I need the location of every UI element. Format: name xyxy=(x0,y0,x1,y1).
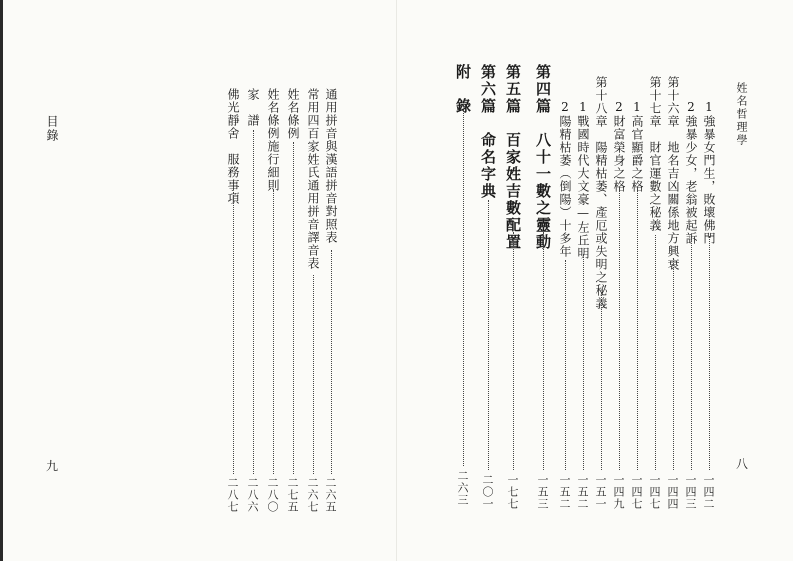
dot-leader xyxy=(691,236,692,470)
dot-leader xyxy=(313,275,314,474)
toc-entry-title[interactable]: 第十六章 地名吉凶關係地方興衰 xyxy=(666,76,680,271)
toc-entry-title[interactable]: 2財富榮身之格 xyxy=(612,100,626,193)
left-page-title: 目錄 xyxy=(45,115,59,143)
toc-entry-page: 二八〇 xyxy=(266,477,279,513)
dot-leader xyxy=(293,142,294,474)
dot-leader xyxy=(463,110,464,466)
toc-entry-page: 二七五 xyxy=(286,477,299,513)
toc-entry-title[interactable]: 1強暴女門生，敗壞佛門 xyxy=(702,100,716,245)
dot-leader xyxy=(565,260,566,470)
toc-entry-page: 二八七 xyxy=(226,477,239,513)
page-edge xyxy=(0,0,3,561)
toc-entry-title[interactable]: 通用拼音與漢語拼音對照表 xyxy=(324,88,338,244)
toc-entry-title[interactable]: 2陽精枯萎（倒陽）十多年 xyxy=(558,100,572,258)
gutter xyxy=(396,0,397,561)
dot-leader xyxy=(513,232,514,470)
toc-entry-page: 一四九 xyxy=(612,474,625,510)
dot-leader xyxy=(673,258,674,470)
toc-entry-page: 一五二 xyxy=(558,474,571,510)
toc-entry-page: 二六三 xyxy=(456,470,469,506)
dot-leader xyxy=(543,232,544,470)
toc-entry-title[interactable]: 1高官顯爵之格 xyxy=(630,100,644,193)
dot-leader xyxy=(655,235,656,470)
toc-entry-page: 一七七 xyxy=(506,474,519,510)
toc-entry-title[interactable]: 2強暴少女，老翁被起訴 xyxy=(684,100,698,245)
dot-leader xyxy=(709,236,710,470)
dot-leader xyxy=(253,130,254,474)
toc-entry-page: 一五一 xyxy=(594,474,607,510)
running-head: 姓名哲理學 xyxy=(735,82,748,147)
dot-leader xyxy=(601,292,602,470)
right-page-number: 八 xyxy=(736,457,749,471)
toc-entry-page: 一四三 xyxy=(684,474,697,510)
toc-entry-page: 一五二 xyxy=(576,474,589,510)
toc-entry-title[interactable]: 佛光靜舍 服務事項 xyxy=(226,88,240,205)
toc-entry-title[interactable]: 第十八章 陽精枯萎、產厄或失明之秘義 xyxy=(594,76,608,310)
dot-leader xyxy=(331,250,332,474)
toc-appendix-title[interactable]: 附 錄 xyxy=(454,64,472,115)
toc-part-title[interactable]: 第六篇 命名字典 xyxy=(479,64,497,200)
left-page-number: 九 xyxy=(46,459,59,473)
toc-part-title[interactable]: 第四篇 八十一數之靈動 xyxy=(534,64,552,251)
toc-entry-page: 一四四 xyxy=(666,474,679,510)
toc-entry-title[interactable]: 家 譜 xyxy=(246,88,260,127)
dot-leader xyxy=(583,254,584,470)
toc-entry-title[interactable]: 1戰國時代大文豪—左丘明 xyxy=(576,100,590,260)
toc-entry-title[interactable]: 姓名條例 xyxy=(286,88,300,140)
toc-entry-page: 二六七 xyxy=(306,477,319,513)
toc-entry-title[interactable]: 常用四百家姓氏通用拼音譯音表 xyxy=(306,88,320,270)
dot-leader xyxy=(488,200,489,470)
dot-leader xyxy=(619,188,620,470)
toc-entry-page: 二八六 xyxy=(246,477,259,513)
toc-entry-page: 一五三 xyxy=(536,474,549,510)
toc-entry-page: 一四七 xyxy=(630,474,643,510)
toc-entry-page: 一四七 xyxy=(648,474,661,510)
toc-entry-page: 一四二 xyxy=(702,474,715,510)
toc-entry-page: 二六五 xyxy=(324,477,337,513)
dot-leader xyxy=(233,192,234,474)
toc-entry-page: 二〇一 xyxy=(481,474,494,510)
dot-leader xyxy=(637,188,638,470)
toc-part-title[interactable]: 第五篇 百家姓吉數配置 xyxy=(504,64,522,251)
toc-entry-title[interactable]: 第十七章 財官運數之秘義 xyxy=(648,76,662,232)
dot-leader xyxy=(273,190,274,474)
toc-entry-title[interactable]: 姓名條例施行細則 xyxy=(266,88,280,192)
